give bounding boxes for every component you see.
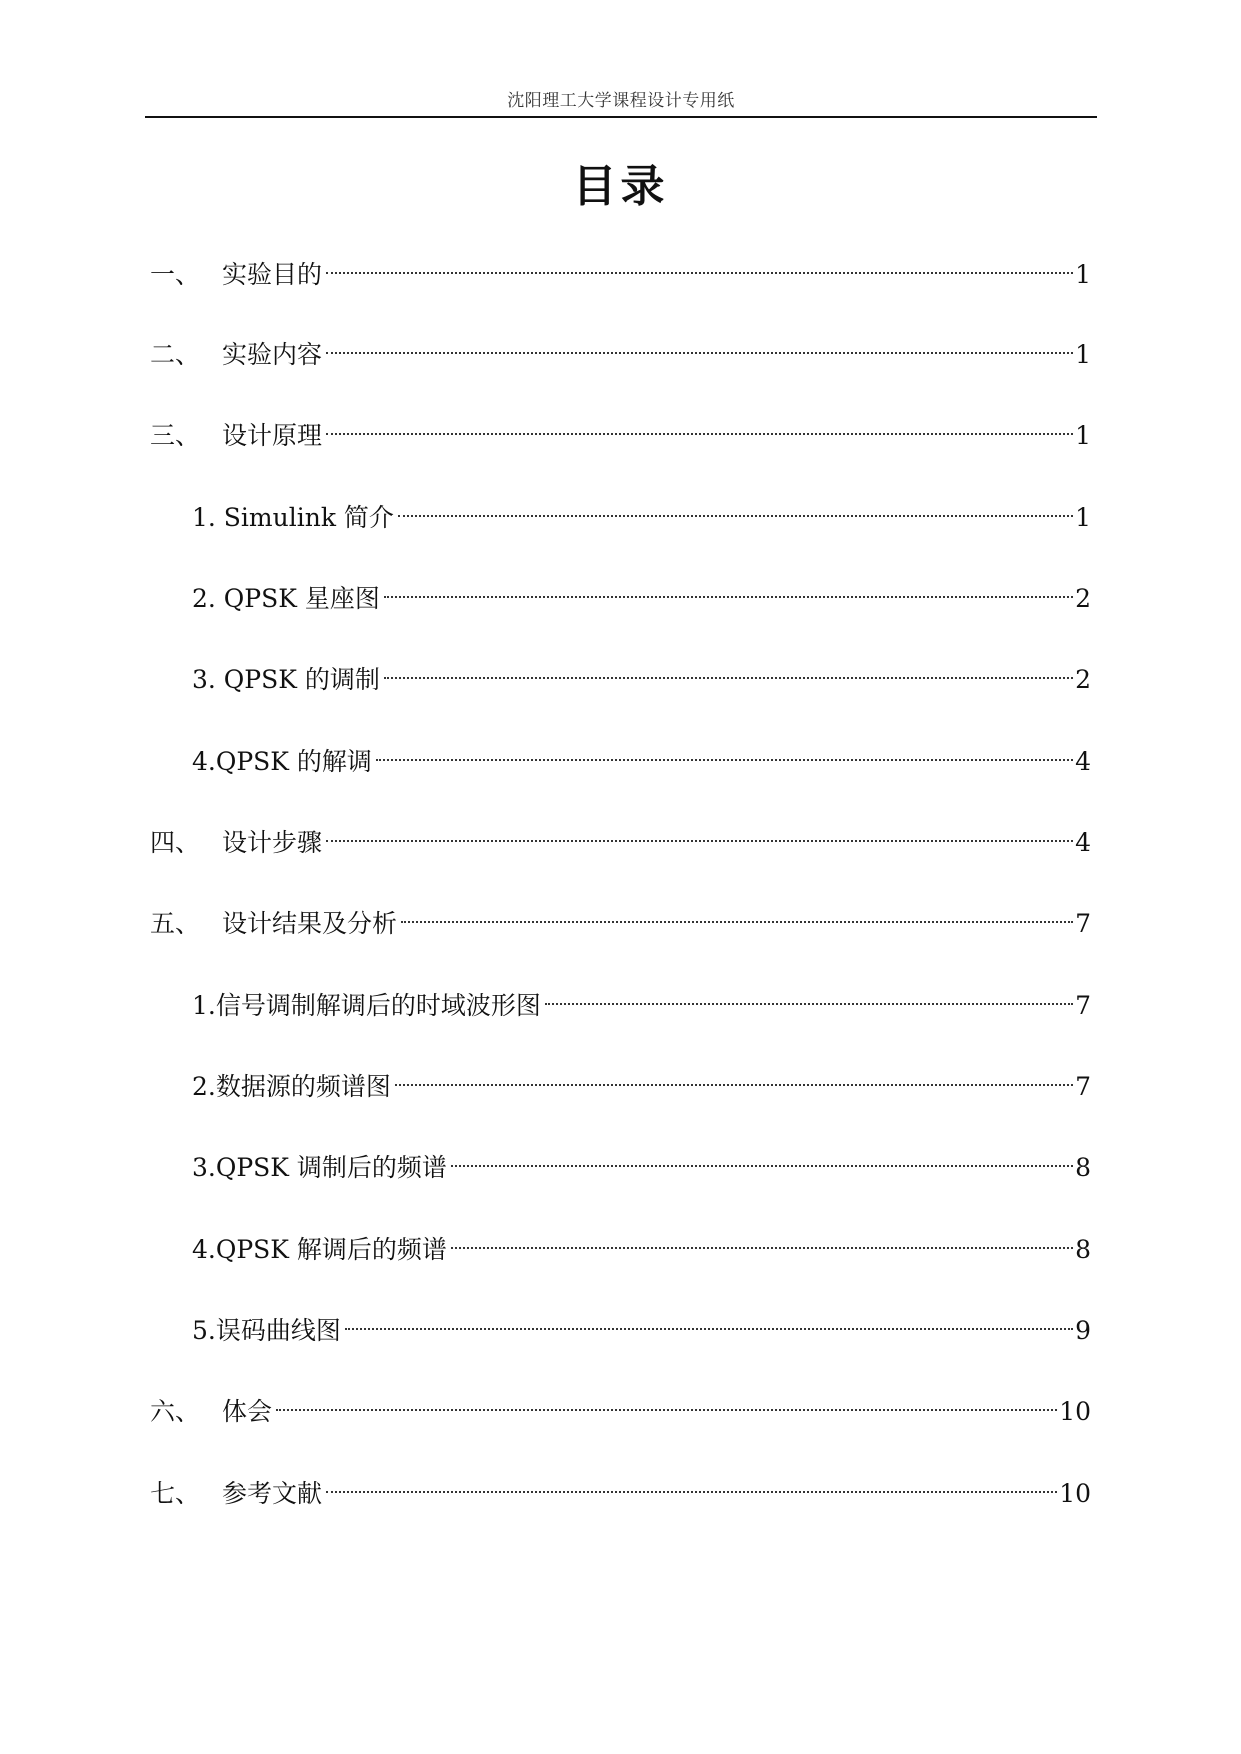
toc-entry-7[interactable] (150, 1462, 1091, 1508)
toc-entry-label: 3.QPSK 调制后的频谱 (192, 1153, 447, 1182)
toc-entry-page: 1 (1075, 421, 1091, 450)
toc-entry-number: 四、 (150, 828, 201, 857)
toc-dot-leader (326, 243, 1073, 283)
toc-entry-page: 7 (1075, 909, 1091, 938)
toc-dot-leader (326, 323, 1073, 363)
page-header: 沈阳理工大学课程设计专用纸 (507, 91, 735, 111)
toc-entry-5[interactable] (150, 892, 1091, 938)
toc-entry-6[interactable] (150, 1380, 1091, 1426)
toc-entry-label: 1.信号调制解调后的时域波形图 (192, 991, 541, 1020)
toc-entry-page: 9 (1075, 1316, 1091, 1345)
toc-entry-3-3[interactable] (192, 648, 1091, 694)
page-title: 目录 (572, 161, 669, 212)
toc-entry-page: 2 (1075, 584, 1091, 613)
toc-entry-4[interactable] (150, 811, 1091, 857)
toc-entry-label: 设计步骤 (222, 828, 323, 857)
toc-entry-label: 设计原理 (222, 421, 323, 450)
toc-dot-leader (376, 730, 1073, 770)
toc-entry-2[interactable] (150, 323, 1091, 369)
toc-entry-label: 实验内容 (222, 340, 323, 369)
toc-entry-label: 4.QPSK 的解调 (192, 747, 372, 776)
toc-dot-leader (395, 1055, 1073, 1095)
toc-entry-page: 2 (1075, 665, 1091, 694)
toc-entry-3-4[interactable] (192, 730, 1091, 776)
toc-entry-number: 二、 (150, 340, 201, 369)
toc-dot-leader (326, 404, 1073, 444)
toc-entry-3-2[interactable] (192, 567, 1091, 613)
toc-entry-number: 一、 (150, 260, 201, 289)
toc-dot-leader (545, 974, 1073, 1014)
toc-dot-leader (401, 892, 1073, 932)
toc-dot-leader (326, 1462, 1057, 1502)
toc-entry-5-4[interactable] (192, 1218, 1091, 1264)
toc-entry-page: 10 (1059, 1479, 1091, 1508)
toc-entry-page: 1 (1075, 260, 1091, 289)
toc-entry-label: 参考文献 (222, 1479, 323, 1508)
toc-entry-page: 4 (1075, 828, 1091, 857)
toc-dot-leader (398, 486, 1073, 526)
toc-entry-3-1[interactable] (192, 486, 1091, 532)
toc-entry-label: 4.QPSK 解调后的频谱 (192, 1235, 447, 1264)
toc-entry-label: 3. QPSK 的调制 (192, 665, 380, 694)
toc-entry-label: 5.误码曲线图 (192, 1316, 341, 1345)
toc-entry-label: 1. Simulink 简介 (192, 503, 394, 532)
toc-entry-page: 8 (1075, 1153, 1091, 1182)
toc-entry-5-5[interactable] (192, 1299, 1091, 1345)
toc-entry-3[interactable] (150, 404, 1091, 450)
toc-entry-page: 4 (1075, 747, 1091, 776)
toc-entry-5-1[interactable] (192, 974, 1091, 1020)
toc-entry-page: 10 (1059, 1397, 1091, 1426)
toc-entry-5-2[interactable] (192, 1055, 1091, 1101)
toc-entry-1[interactable] (150, 243, 1091, 289)
toc-entry-label: 实验目的 (222, 260, 323, 289)
toc-entry-5-3[interactable] (192, 1136, 1091, 1182)
toc-entry-number: 六、 (150, 1397, 201, 1426)
toc-entry-number: 五、 (150, 909, 201, 938)
toc-entry-number: 三、 (150, 421, 201, 450)
toc-entry-page: 8 (1075, 1235, 1091, 1264)
toc-entry-label: 设计结果及分析 (222, 909, 398, 938)
toc-dot-leader (384, 567, 1073, 607)
toc-entry-number: 七、 (150, 1479, 201, 1508)
toc-dot-leader (326, 811, 1073, 851)
toc-entry-label: 体会 (222, 1397, 273, 1426)
toc-dot-leader (276, 1380, 1057, 1420)
toc-dot-leader (451, 1218, 1073, 1258)
toc-entry-page: 1 (1075, 503, 1091, 532)
toc-dot-leader (345, 1299, 1073, 1339)
toc-entry-page: 1 (1075, 340, 1091, 369)
toc-entry-page: 7 (1075, 1072, 1091, 1101)
toc-dot-leader (384, 648, 1073, 688)
toc-entry-label: 2.数据源的频谱图 (192, 1072, 391, 1101)
toc-entry-page: 7 (1075, 991, 1091, 1020)
toc-dot-leader (451, 1136, 1073, 1176)
toc-entry-label: 2. QPSK 星座图 (192, 584, 380, 613)
